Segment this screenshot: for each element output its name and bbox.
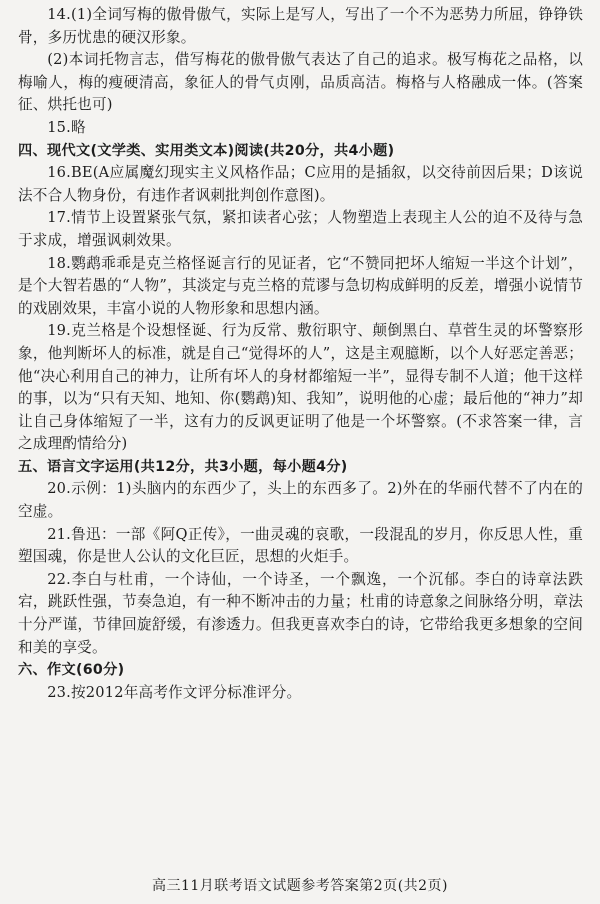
answer-20: 20.示例：1)头脑内的东西少了，头上的东西多了。2)外在的华丽代替不了内在的空虚。: [18, 480, 583, 521]
section-heading-language-use: 五、语言文字运用(共12分，共3小题，每小题4分): [18, 458, 348, 475]
answer-14-1: 14.(1)全词写梅的傲骨傲气，实际上是写人，写出了一个不为恶势力所屈，铮铮铁骨，多历忧患的硬汉形象。: [18, 6, 583, 46]
answer-15: 15.略: [47, 118, 86, 136]
answer-22: 22.李白与杜甫，一个诗仙，一个诗圣，一个飘逸，一个沉郁。李白的诗章法跌宕，跳跃性强，节奏急迫，有一种不断冲击的力量；杜甫的诗意象之间脉络分明，章法十分严谨，节律回旋舒缓，有渗透力。但我更喜欢李白的诗，它带给我更多想象的空间和美的享受。: [18, 570, 583, 656]
answer-19: 19.克兰格是个设想怪诞、行为反常、敷衍职守、颠倒黑白、草菅生灵的坏警察形象，他判断坏人的标准，就是自己“觉得坏的人”，这是主观臆断，以个人好恶定善恶；他“决心利用自己的神力，让所有坏人的身材都缩短一半”，显得专制不人道；他干这样的事，以为“只有天知、地知、你(鹦鹉)知、我知”，说明他的心虚；最后他的“神力”却让自己身体缩短了一半，这有力的反讽更证明了他是一个坏警察。(不求答案一律，言之成理酌情给分): [18, 322, 583, 453]
section-heading-modern-reading: 四、现代文(文学类、实用类文本)阅读(共20分，共4小题): [18, 142, 395, 159]
answer-content: [18, 4, 583, 704]
answer-21: 21.鲁迅：一部《阿Q正传》，一曲灵魂的哀歌，一段混乱的岁月，你反思人性，重塑国魂，你是世人公认的文化巨匠，思想的火炬手。: [18, 525, 583, 566]
section-heading-essay: 六、作文(60分): [18, 662, 125, 679]
answer-16: 16.BE(A应属魔幻现实主义风格作品；C应用的是插叙，以交待前因后果；D该说法不合人物身份，有违作者讽刺批判创作意图)。: [18, 164, 583, 204]
page-footer: 高三11月联考语文试题参考答案第2页(共2页): [151, 878, 449, 894]
answer-18: 18.鹦鹉乖乖是克兰格怪诞言行的见证者，它“不赞同把坏人缩短一半这个计划”，是个大智若愚的“人物”，其淡定与克兰格的荒谬与急切构成鲜明的反差，增强小说情节的戏剧效果，丰富小说的人物形象和思想内涵。: [18, 254, 583, 317]
answer-23: 23.按2012年高考作文评分标准评分。: [47, 683, 302, 701]
answer-17: 17.情节上设置紧张气氛，紧扣读者心弦；人物塑造上表现主人公的迫不及待与急于求成，增强讽刺效果。: [18, 209, 583, 249]
answer-14-2: (2)本词托物言志，借写梅花的傲骨傲气表达了自己的追求。极写梅花之品格，以梅喻人，梅的瘦硬清高，象征人的骨气贞刚，品质高洁。梅格与人格融成一体。(答案征、烘托也可): [18, 51, 583, 114]
